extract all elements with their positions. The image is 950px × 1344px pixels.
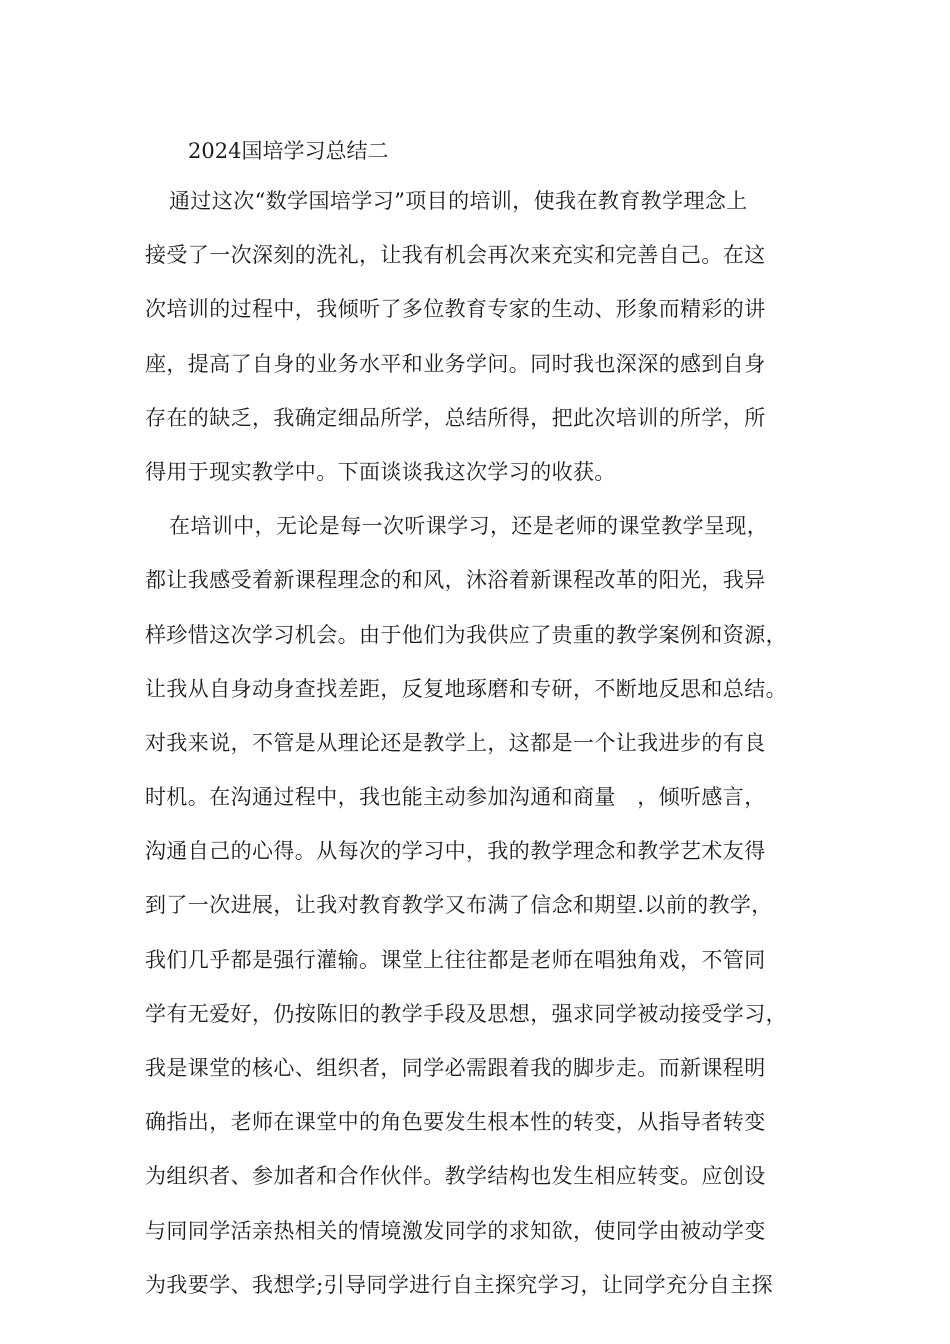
text-line: 确指出，老师在课堂中的角色要发生根本性的转变，从指导者转变 [145,1110,766,1135]
text-line: 接受了一次深刻的洗礼，让我有机会再次来充实和完善自己。在这 [145,243,766,268]
text-line: 与同同学活亲热相关的情境激发同学的求知欲，使同学由被动学变 [145,1218,766,1243]
text-line: 在培训中，无论是每一次听课学习，还是老师的课堂教学呈现， [169,514,769,539]
text-line: 样珍惜这次学习机会。由于他们为我供应了贵重的教学案例和资源， [145,622,787,647]
document-body [145,182,825,1320]
text-line: 沟通自己的心得。从每次的学习中，我的教学理念和教学艺术友得 [145,839,766,864]
text-line: 为组织者、参加者和合作伙伴。教学结构也发生相应转变。应创设 [145,1164,766,1189]
document-title: 2024国培学习总结二 [188,139,389,163]
text-line: 座，提高了自身的业务水平和业务学问。同时我也深深的感到自身 [145,351,766,376]
text-line: 为我要学、我想学;引导同学进行自主探究学习，让同学充分自主探 [145,1272,774,1297]
text-line: 次培训的过程中，我倾听了多位教育专家的生动、形象而精彩的讲 [145,297,766,322]
text-line: 对我来说，不管是从理论还是教学上，这都是一个让我进步的有良 [145,730,766,755]
text-line: 我们几乎都是强行灌输。课堂上往往都是老师在唱独角戏，不管同 [145,947,766,972]
text-line: 时机。在沟通过程中，我也能主动参加沟通和商量 ，倾听感言， [145,785,766,810]
text-line: 得用于现实教学中。下面谈谈我这次学习的收获。 [145,459,616,484]
text-line: 通过这次“数学国培学习”项目的培训，使我在教育教学理念上 [169,189,748,213]
text-line: 到了一次进展，让我对教育教学又布满了信念和期望.以前的教学， [145,893,773,918]
text-line: 我是课堂的核心、组织者，同学必需跟着我的脚步走。而新课程明 [145,1056,766,1080]
text-line: 都让我感受着新课程理念的和风，沐浴着新课程改革的阳光，我异 [145,568,766,593]
text-line: 让我从自身动身查找差距，反复地琢磨和专研，不断地反思和总结。 [145,676,787,701]
text-line: 存在的缺乏，我确定细品所学，总结所得，把此次培训的所学，所 [145,405,766,430]
text-line: 学有无爱好，仍按陈旧的教学手段及思想，强求同学被动接受学习， [145,1001,787,1026]
